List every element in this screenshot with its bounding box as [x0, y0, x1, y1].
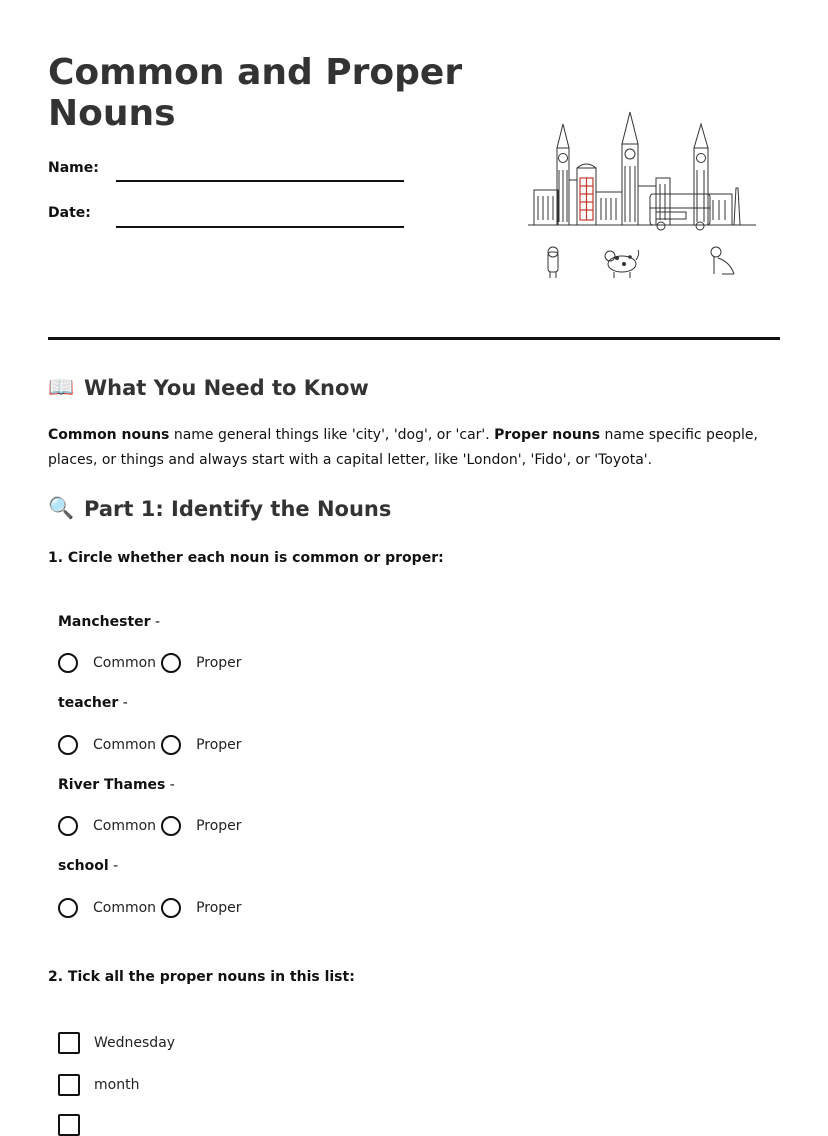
- noun-word: River Thames: [58, 777, 166, 793]
- proper-label[interactable]: Proper: [196, 818, 242, 834]
- common-label[interactable]: Common: [93, 818, 157, 834]
- common-nouns-term: Common nouns: [48, 427, 170, 443]
- proper-radio[interactable]: [161, 898, 181, 918]
- common-radio[interactable]: [58, 898, 78, 918]
- tick-checkbox[interactable]: [58, 1074, 80, 1096]
- noun-dash: -: [150, 614, 161, 630]
- proper-label[interactable]: Proper: [196, 900, 242, 916]
- proper-nouns-term: Proper nouns: [494, 427, 601, 443]
- know-heading-text: What You Need to Know: [84, 375, 369, 400]
- question-2: 2. Tick all the proper nouns in this list:: [48, 969, 355, 985]
- proper-radio[interactable]: [161, 735, 181, 755]
- london-skyline-illustration: [524, 108, 760, 284]
- worksheet-title: Common and Proper Nouns: [48, 52, 463, 134]
- noun-word: teacher: [58, 695, 119, 711]
- noun-dash: -: [165, 777, 175, 793]
- section-divider: [48, 337, 780, 340]
- tick-checkbox[interactable]: [58, 1114, 80, 1136]
- noun-word: school: [58, 858, 109, 874]
- noun-dash: -: [118, 695, 128, 711]
- part1-heading-text: Part 1: Identify the Nouns: [84, 496, 392, 521]
- tick-checkbox[interactable]: [58, 1032, 80, 1054]
- noun-item: [58, 695, 128, 711]
- noun-options: [58, 898, 242, 918]
- noun-options: [58, 816, 242, 836]
- proper-radio[interactable]: [161, 816, 181, 836]
- tick-item-partial: [58, 1114, 80, 1136]
- proper-label[interactable]: Proper: [196, 737, 242, 753]
- noun-options: [58, 735, 242, 755]
- common-label[interactable]: Common: [93, 900, 157, 916]
- common-radio[interactable]: [58, 653, 78, 673]
- date-label: Date:: [48, 205, 91, 221]
- common-label[interactable]: Common: [93, 655, 157, 671]
- noun-dash: -: [108, 858, 119, 874]
- noun-options: [58, 653, 242, 673]
- proper-radio[interactable]: [161, 653, 181, 673]
- proper-nouns-definition: name specific people, places, or things and always start with a capital letter, like 'London', 'Fido', or 'Toyota'.: [48, 427, 758, 468]
- noun-item: [58, 614, 160, 630]
- common-label[interactable]: Common: [93, 737, 157, 753]
- proper-label[interactable]: Proper: [196, 655, 242, 671]
- tick-item: [58, 1032, 175, 1054]
- name-label: Name:: [48, 160, 99, 176]
- tick-label[interactable]: month: [94, 1077, 140, 1093]
- noun-item: [58, 777, 175, 793]
- noun-item: [58, 858, 118, 874]
- common-radio[interactable]: [58, 816, 78, 836]
- date-line[interactable]: [116, 226, 404, 228]
- know-heading: [48, 375, 369, 400]
- open-book-icon: 📖: [48, 375, 75, 399]
- noun-word: Manchester: [58, 614, 151, 630]
- magnifying-glass-icon: 🔍: [48, 496, 75, 520]
- question-1: 1. Circle whether each noun is common or proper:: [48, 550, 444, 566]
- part1-heading: [48, 496, 391, 521]
- common-nouns-definition: name general things like 'city', 'dog', or 'car'.: [169, 427, 495, 443]
- name-line[interactable]: [116, 180, 404, 182]
- tick-item: [58, 1074, 139, 1096]
- tick-label[interactable]: Wednesday: [94, 1035, 176, 1051]
- know-paragraph: [48, 423, 788, 473]
- common-radio[interactable]: [58, 735, 78, 755]
